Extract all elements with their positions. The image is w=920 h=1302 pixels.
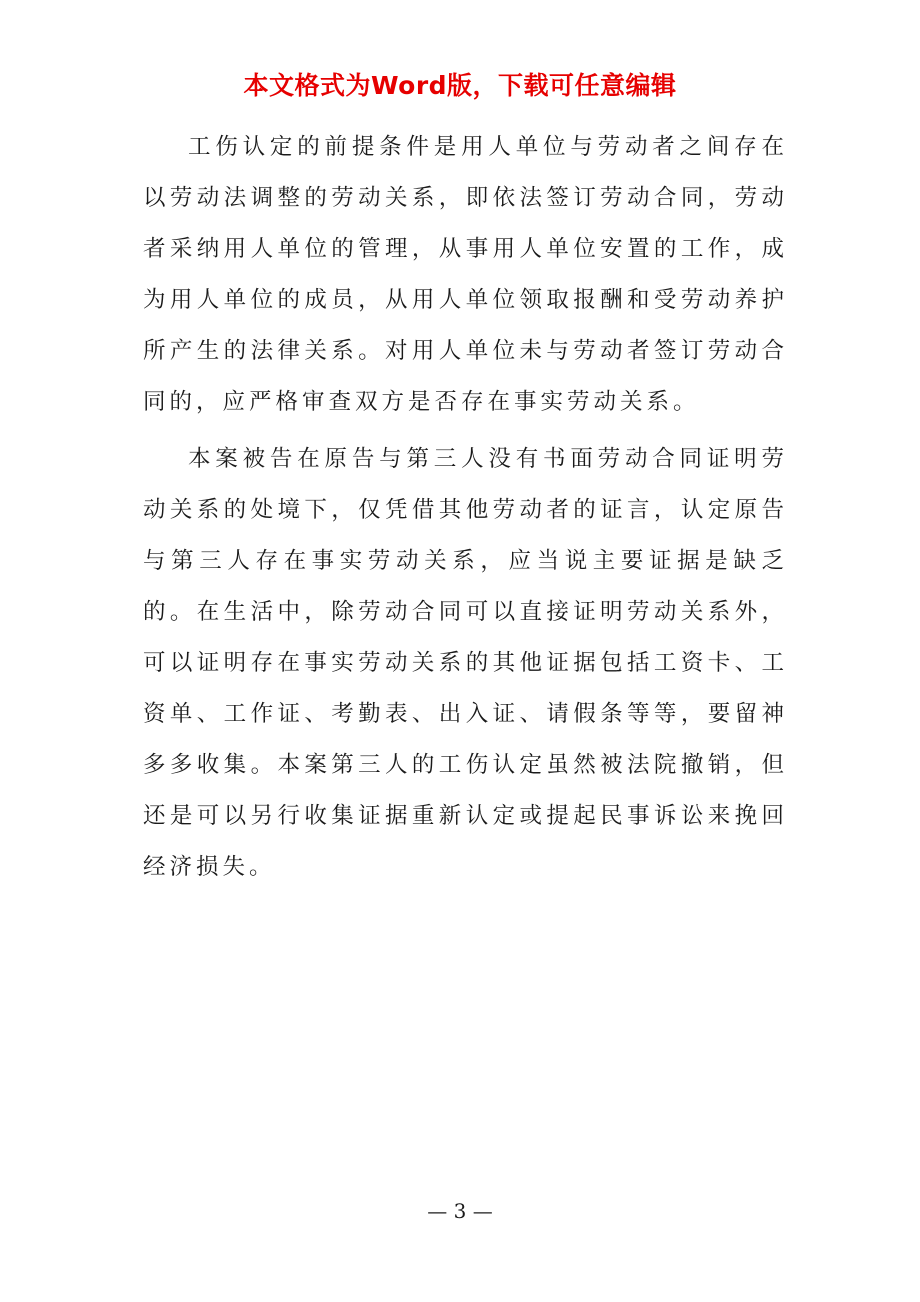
paragraph-1: 工伤认定的前提条件是用人单位与劳动者之间存在以劳动法调整的劳动关系，即依法签订劳动合同，劳动者采纳用人单位的管理，从事用人单位安置的工作，成为用人单位的成员，从用人单位领取报酬和受劳动养护所产生的法律关系。对用人单位未与劳动者签订劳动合同的，应严格审查双方是否存在事实劳动关系。 xyxy=(143,134,788,415)
paragraph-2: 本案被告在原告与第三人没有书面劳动合同证明劳动关系的处境下，仅凭借其他劳动者的证言，认定原告与第三人存在事实劳动关系，应当说主要证据是缺乏的。在生活中，除劳动合同可以直接证明劳动关系外，可以证明存在事实劳动关系的其他证据包括工资卡、工资单、工作证、考勤表、出入证、请假条等等，要留神多多收集。本案第三人的工伤认定虽然被法院撤销，但还是可以另行收集证据重新认定或提起民事诉讼来挽回经济损失。 xyxy=(143,446,788,880)
format-notice-banner: 本文格式为Word版，下载可任意编辑 xyxy=(243,71,677,100)
page-number: — 3 — xyxy=(427,1199,493,1223)
document-body xyxy=(143,122,788,893)
